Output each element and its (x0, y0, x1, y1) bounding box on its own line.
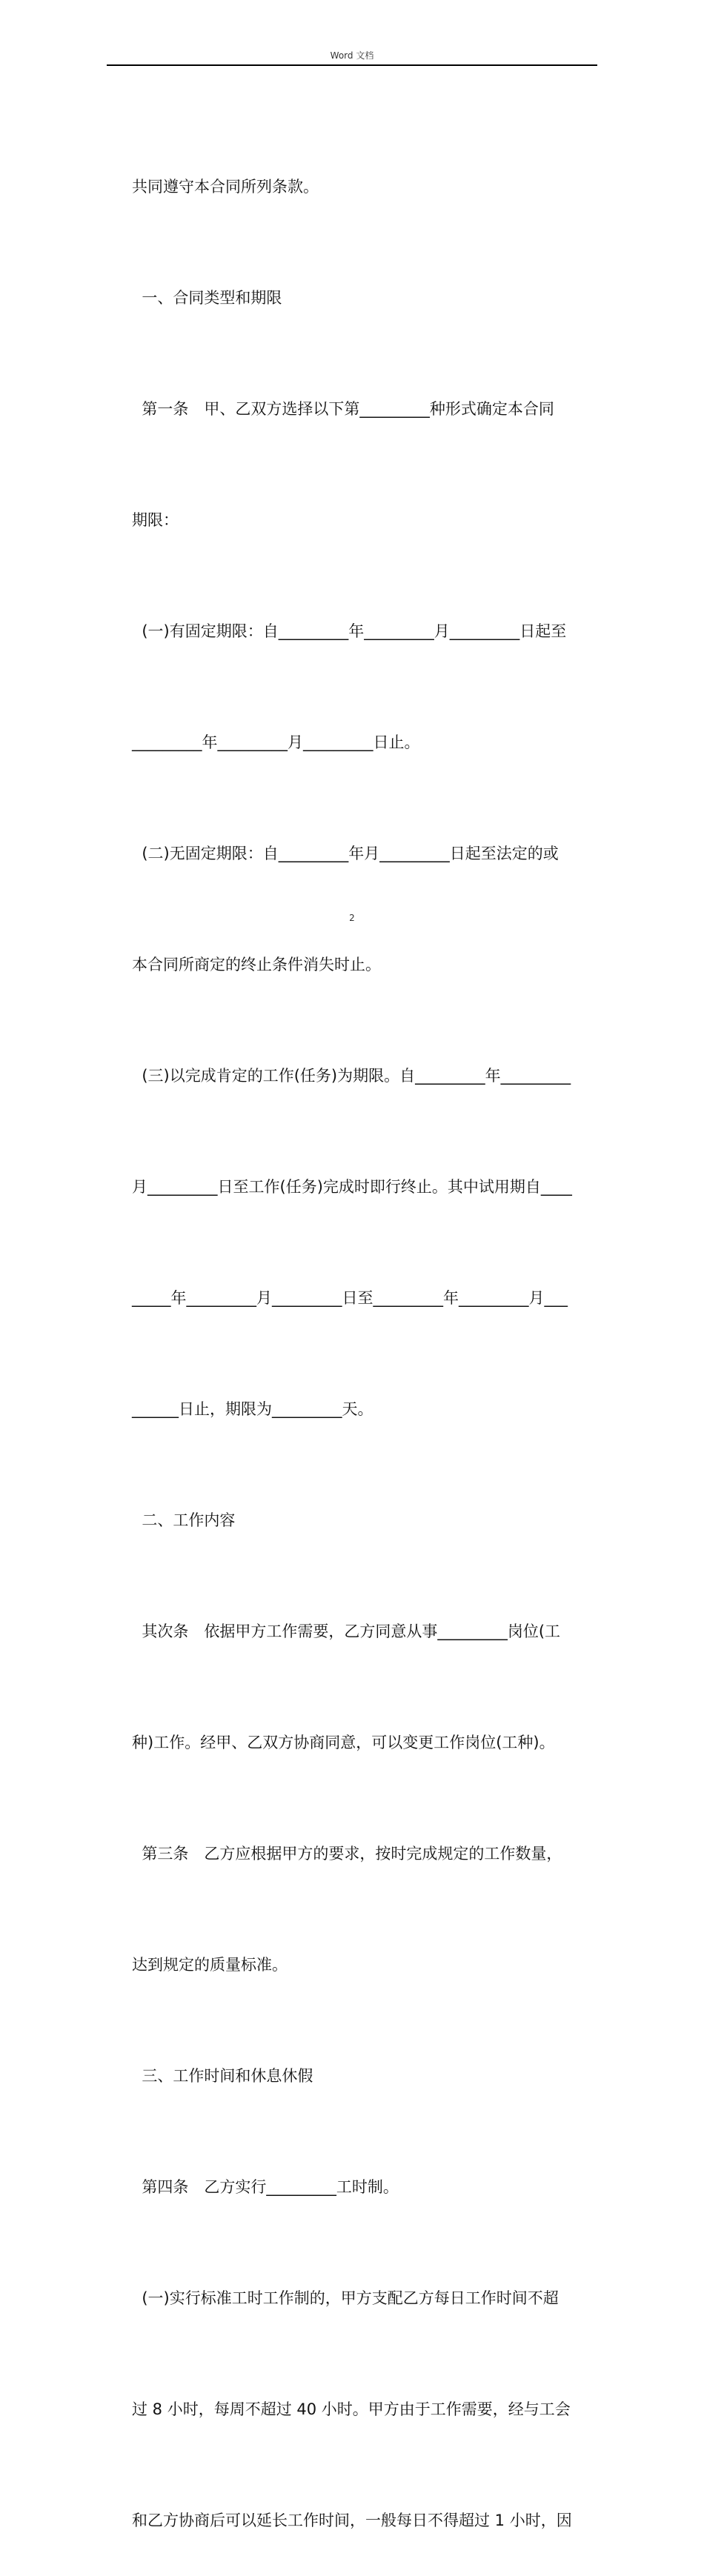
document-body (132, 94, 599, 2576)
body-line: (一)有固定期限：自_________年_________月_________日起至 (132, 622, 567, 640)
body-line: 第三条 乙方应根据甲方的要求，按时完成规定的工作数量， (132, 1845, 562, 1863)
body-line: 第四条 乙方实行_________工时制。 (132, 2178, 399, 2196)
body-line: 和乙方协商后可以延长工作时间，一般每日不得超过 1 小时，因 (132, 2512, 572, 2529)
section-heading: 二、工作内容 (132, 1511, 236, 1529)
body-line: 本合同所商定的终止条件消失时止。 (132, 956, 381, 974)
body-line: _________年_________月_________日止。 (132, 733, 420, 751)
page-header-title: Word 文档 (330, 50, 374, 61)
page-number: 2 (349, 913, 355, 923)
body-line: 种)工作。经甲、乙双方协商同意，可以变更工作岗位(工种)。 (132, 1734, 555, 1751)
section-heading: 一、合同类型和期限 (132, 289, 282, 307)
body-line: (三)以完成肯定的工作(任务)为期限。自_________年_________ (132, 1067, 571, 1085)
body-line: _____年_________月_________日至_________年_________月___ (132, 1289, 568, 1307)
body-line: 共同遵守本合同所列条款。 (132, 178, 319, 196)
body-line: 达到规定的质量标准。 (132, 1956, 288, 1974)
body-line: 期限： (132, 511, 179, 529)
body-line: 月_________日至工作(任务)完成时即行终止。其中试用期自____ (132, 1178, 572, 1196)
body-line: 第一条 甲、乙双方选择以下第_________种形式确定本合同 (132, 400, 554, 418)
body-line: 其次条 依据甲方工作需要，乙方同意从事_________岗位(工 (132, 1623, 561, 1640)
body-line: ______日止，期限为_________天。 (132, 1400, 373, 1418)
body-line: (一)实行标准工时工作制的，甲方支配乙方每日工作时间不超 (132, 2289, 559, 2307)
header-divider (107, 64, 597, 66)
body-line: 过 8 小时，每周不超过 40 小时。甲方由于工作需要，经与工会 (132, 2400, 571, 2418)
section-heading: 三、工作时间和休息休假 (132, 2067, 313, 2085)
body-line: (二)无固定期限：自_________年月_________日起至法定的或 (132, 845, 559, 862)
